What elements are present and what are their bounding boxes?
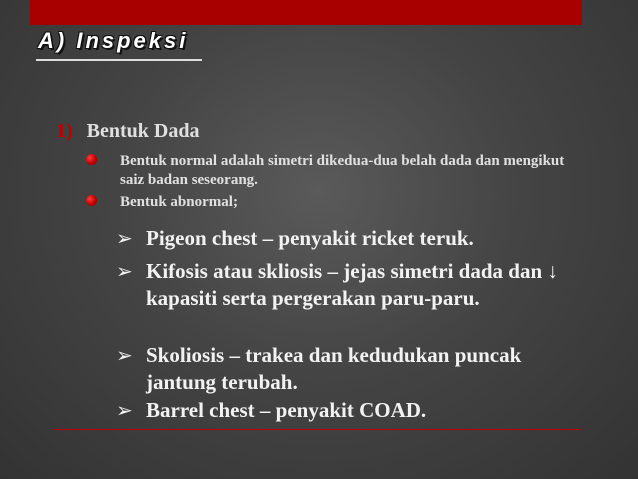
bottom-divider (54, 429, 582, 430)
bullet-item (120, 193, 590, 212)
sub-bullet-text: Pigeon chest – penyakit ricket teruk. (146, 226, 474, 250)
sub-bullet-item (116, 225, 586, 252)
level1-number: 1) (56, 120, 73, 142)
sub-bullet-text: Kifosis atau skliosis – jejas simetri dada dan ↓ kapasiti serta pergerakan paru-paru. (146, 259, 558, 310)
sub-bullet-text: Barrel chest – penyakit COAD. (146, 398, 427, 422)
sub-bullet-item (116, 397, 586, 424)
bullet-dot-icon (86, 154, 97, 165)
sub-bullet-item (116, 258, 586, 312)
bullet-item (120, 152, 590, 190)
arrow-bullet-icon: ➢ (116, 226, 133, 250)
arrow-bullet-icon: ➢ (116, 259, 133, 283)
arrow-bullet-icon: ➢ (116, 398, 133, 422)
sub-bullet-item (116, 342, 586, 396)
level1-item (56, 120, 199, 143)
sub-bullet-text: Skoliosis – trakea dan kedudukan puncak jantung terubah. (146, 343, 522, 394)
arrow-bullet-icon: ➢ (116, 343, 133, 367)
slide-title: A) Inspeksi (38, 28, 189, 53)
bullet-dot-icon (86, 195, 97, 206)
bullet-text: Bentuk abnormal; (120, 194, 238, 210)
level1-text: Bentuk Dada (86, 120, 200, 142)
bullet-text: Bentuk normal adalah simetri dikedua-dua belah dada dan mengikut saiz badan seseorang. (120, 153, 565, 188)
